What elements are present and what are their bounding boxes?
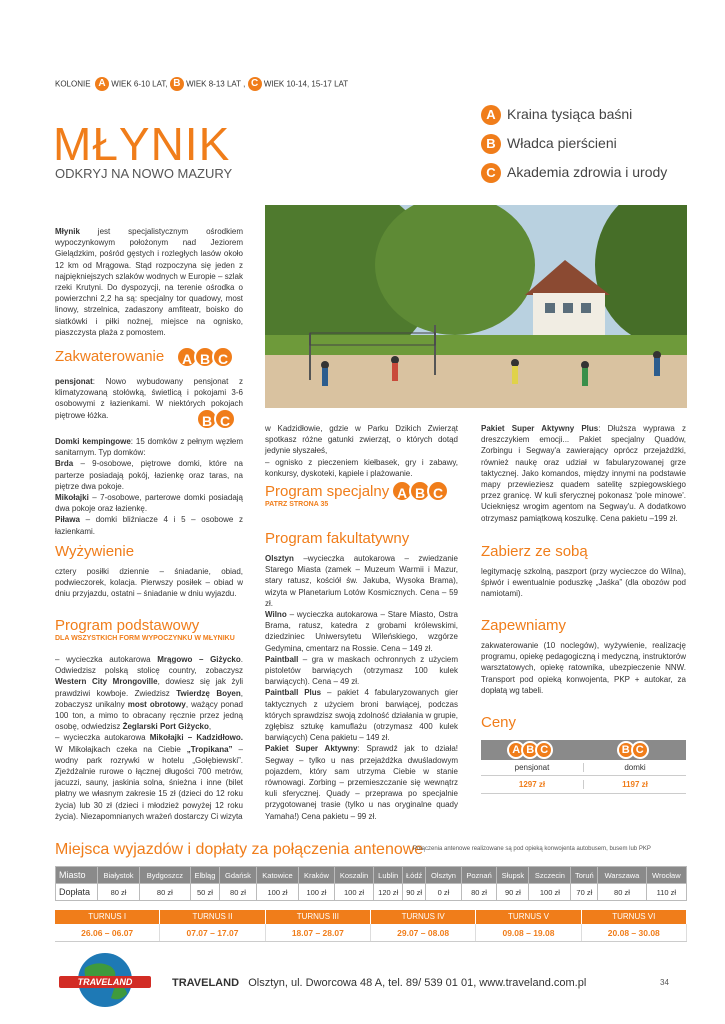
t: ,: [208, 722, 212, 732]
program-letter-badge: A: [481, 105, 501, 125]
row-label-miasto: Miasto: [56, 867, 98, 884]
t: Olsztyn: [265, 554, 294, 563]
price-cell: 70 zł: [571, 884, 598, 901]
badge-c: C: [214, 408, 236, 430]
departures-table: [55, 866, 687, 901]
turnus-dates: 20.08 – 30.08: [582, 924, 687, 941]
group-c-badge: C: [248, 77, 262, 91]
t: – pakiet 4 fabularyzowanych gier taktycznych z użyciem broni barwiącej, podczas których sprawdzisz swoją zdolność działania w grupie, zgłębisz sztukę kamuflażu (otrzymasz 400 kulek barwiących) Cena pakietu – 149 zł.: [265, 688, 458, 743]
zap-text: zakwaterowanie (10 noclegów), wyżywienie, realizację programu, opiekę pedagogiczną i medyczną, instruktorów warsztatowych, opiekę ratownika, ubezpieczenie NNW. Transport pod opieką konwojenta, PKP + autokar, za dopłatą wg tabeli.: [481, 641, 686, 695]
t: Pakiet Super Aktywny: [265, 744, 358, 754]
program-name: Kraina tysiąca baśni: [507, 106, 633, 122]
turnus-name: TURNUS IV: [371, 910, 476, 924]
badge-b: B: [409, 480, 431, 502]
departures-note: Połączenia antenowe realizowane są pod opieką konwojenta autobusem, busem lub PKP: [413, 846, 651, 852]
t: – gra w maskach ochronnych z użyciem pistoletów barwiących (otrzymasz 100 kulek barwiących). Cena – 49 zł.: [265, 654, 458, 687]
price-cell: 90 zł: [402, 884, 425, 901]
intro-body: jest specjalistycznym ośrodkiem wypoczynkowym położonym nad Jeziorem Gielądzkim, pośród gęstych i rozległych lasów około 12 km od Mrągowa. Stąd rozpoczyna się jeden z najpiękniejszych szlaków wodnych w Europie – szlak rzeki Krutyni. Do dyspozycji, na terenie ośrodka o powierzchni 2,2 ha są: specjalny tor quadowy, most linowy, strzelnica, zadaszony amfiteatr, boisko do siatkówki i piłki nożnej, miejsce na ognisko, piaszczysta plaża z pomostem.: [55, 227, 243, 337]
city-cell: Łódź: [402, 867, 425, 884]
section-heading-program-specjalny: Program specjalny: [265, 483, 390, 500]
section-heading-zakwaterowanie: Zakwaterowanie: [55, 348, 165, 365]
group-b-age: WIEK 8-13 LAT ,: [186, 79, 246, 89]
t: „Tropikana”: [186, 744, 233, 754]
t: Paintball: [265, 654, 299, 664]
fak-text: [265, 553, 458, 822]
price-type-domki: domki: [624, 763, 646, 772]
resort-photo: [265, 205, 687, 408]
page-number: 34: [660, 978, 669, 987]
section-heading-zapewniamy: Zapewniamy: [481, 617, 567, 634]
badge-c: C: [212, 346, 234, 368]
body: – domki bliźniacze 4 i 5 – osobowe z łazienkami.: [55, 515, 243, 536]
wyz-text: cztery posiłki dziennie – śniadanie, obiad, podwieczorek, kolacja. Pierwszy posiłek – obiad w dniu przyjazdu, ostatni – śniadanie w dniu wyjazdu.: [55, 567, 243, 599]
program-item: [481, 162, 667, 183]
price-cell: 110 zł: [646, 884, 686, 901]
section-heading-zabierz: Zabierz ze sobą: [481, 543, 588, 560]
t: : Dłuższa wyprawa z dreszczykiem emocji... Pakiet specjalny Quadów, Zorbingu i Segway'a zawierający oprócz przejażdżki, również naukę oraz udział w fabularyzowanej grze taktycznej. Jako komandos, między innymi na podstawie mapy przewieziesz quadem satelitę szpiegowskiego przez granicę. W kuli sferycznej pokonasz 'pole minowe'. Ucieknięsz wrogim agentom na Segway'u. A dodatkowo otrzymasz pamiątkową koszulkę. Cena pakietu –199 zł.: [481, 424, 686, 523]
price-header-abc: [481, 740, 584, 760]
program-letter-badge: C: [481, 163, 501, 183]
price-domki: 1197 zł: [622, 780, 648, 789]
turnus-name: TURNUS VI: [582, 910, 687, 924]
col3-text: [481, 423, 686, 524]
badge-a: A: [391, 480, 413, 502]
group-a-badge: A: [95, 77, 109, 91]
price-cell: 0 zł: [426, 884, 461, 901]
section-heading-program-podstawowy: Program podstawowy: [55, 617, 200, 634]
t: Paintball Plus: [265, 688, 322, 698]
t: Żeglarski Port Giżycko: [122, 722, 209, 732]
price-type-pensjonat: pensjonat: [481, 763, 584, 772]
price-cell: 80 zł: [220, 884, 256, 901]
zakw-abc-badges: [180, 346, 234, 369]
bold-term: Brda: [55, 459, 74, 469]
city-cell: Wrocław: [646, 867, 686, 884]
price-pensjonat: 1297 zł: [481, 780, 584, 789]
group-b-badge: B: [170, 77, 184, 91]
badge-b: B: [196, 408, 218, 430]
turnus-dates: 07.07 – 17.07: [160, 924, 265, 941]
logo-text: TRAVELAND: [77, 977, 133, 987]
price-cell: 100 zł: [529, 884, 571, 901]
t: Mrągowo – Giżycko: [157, 655, 241, 664]
t: , zobaczysz unikalny: [55, 688, 244, 709]
price-cell: 80 zł: [98, 884, 140, 901]
price-cell: 50 zł: [190, 884, 220, 901]
body: : Nowo wybudowany pensjonat z klimatyzowaną stołówką, świetlicą i pokojami 3-6 osobowymi z łazienkami. W niektórych pokojach piętrowe łóżka.: [55, 377, 243, 420]
section-heading-wyzywienie: Wyżywienie: [55, 543, 135, 560]
turnus-names-row: [55, 910, 687, 924]
kolonie-label: KOLONIE: [55, 79, 91, 89]
age-groups-line: [55, 77, 348, 91]
price-cell: 120 zł: [374, 884, 403, 901]
badge-b: B: [194, 346, 216, 368]
footer-contact: [172, 977, 586, 989]
price-table-header: [481, 740, 686, 760]
zakw-bc-badges: [200, 408, 236, 431]
departures-title: Miejsca wyjazdów i dopłaty za połączenia antenowe: [55, 841, 424, 858]
intro-text: [55, 226, 243, 338]
bold-term: pensjonat: [55, 377, 93, 386]
zakw-domki-text: [55, 436, 243, 537]
page-title: MŁYNIK: [53, 118, 231, 170]
price-cell: 100 zł: [299, 884, 334, 901]
t: , ważący ponad 100 ton, a mimo to obracany ręcznie przez jedną osobę, odwiedzisz: [55, 699, 243, 732]
city-cell: Warszawa: [598, 867, 646, 884]
t: – wodny park rozrywki w hotelu „Gołębiewski”. Zjeżdżalnie rurowe o łącznej długości 700 metrów, jacuzzi, sauny, jaskinia solna, śnieżna i inne (bilet płatny we własnym zakresie 15 zł (dzieci do 12 roku życia) lub 30 zł (dzieci i młodzież powyżej 12 roku życia). Niezapomnianych wrażeń dostarczy Ci wizyta: [55, 744, 243, 821]
city-cell: Lublin: [374, 867, 403, 884]
badge-c: C: [631, 741, 649, 759]
turnus-name: TURNUS V: [476, 910, 581, 924]
program-letter-badge: B: [481, 134, 501, 154]
price-cell: 80 zł: [461, 884, 497, 901]
body: – 9-osobowe, piętrowe domki, które na parterze posiadają pokój, łazienkę oraz taras, na piętrze dwa pokoje.: [55, 459, 243, 491]
city-cell: Poznań: [461, 867, 497, 884]
row-label-doplata: Dopłata: [56, 884, 98, 901]
program-list: [481, 104, 667, 191]
t: Western City Mrongoville: [55, 677, 158, 687]
city-cell: Gdańsk: [220, 867, 256, 884]
price-table-type-row: [481, 760, 686, 776]
city-cell: Bydgoszcz: [140, 867, 191, 884]
footer-address: Olsztyn, ul. Dworcowa 48 A, tel. 89/ 539 01 01, www.traveland.com.pl: [248, 977, 587, 989]
city-cell: Toruń: [571, 867, 598, 884]
t: Pakiet Super Aktywny Plus: [481, 424, 599, 433]
t: Twierdzę Boyen: [176, 688, 241, 698]
program-item: [481, 104, 667, 125]
t: – wycieczka autokarowa – Stare Miasto, Ostra Brama, ratusz, katedra z grobami królewskimi, dziedziniec Uniwersytetu Wileńskiego, wzgórze Gedymina, cmentarz na Rossie. Cena – 149 zł.: [265, 610, 458, 653]
group-a-age: WIEK 6-10 LAT,: [111, 79, 168, 89]
badge-b: B: [617, 741, 635, 759]
t: Wilno: [265, 610, 287, 620]
program-item: [481, 133, 667, 154]
city-cell: Koszalin: [334, 867, 374, 884]
t: . Odwiedzisz polską stolicę country, zobaczysz: [55, 655, 243, 676]
t: – ognisko z pieczeniem kiełbasek, gry i zabawy, konkursy, dyskoteki, kąpiele i plażowanie.: [265, 457, 458, 478]
badge-c: C: [535, 741, 553, 759]
group-c-age: WIEK 10-14, 15-17 LAT: [263, 79, 349, 89]
price-cell: 90 zł: [497, 884, 529, 901]
col2-text: [265, 423, 458, 479]
bold-term: Mikołajki: [55, 493, 89, 503]
price-cell: 100 zł: [256, 884, 299, 901]
price-table: [481, 740, 686, 794]
turnus-name: TURNUS III: [266, 910, 371, 924]
turnus-table: [55, 910, 687, 942]
city-cell: Olsztyn: [426, 867, 461, 884]
t: : Sprawdź jak to działa! Segway – tylko u nas przejażdżka dwuśladowym pojazdem, który sam utrzyma Ciebie w stanie równowagi. Zorbing – przemieszczanie się wewnątrz kuli sferycznej. Quady – przeprawa po specjalnie przygotowanej trasie (tylko u nas oryginalne quady Yamaha!) Cena pakietu – 99 zł.: [265, 744, 458, 821]
cities-row: [56, 867, 687, 884]
price-cell: 100 zł: [334, 884, 374, 901]
body: – 7-osobowe, parterowe domki posiadają dwa pokoje oraz łazienkę.: [55, 493, 243, 514]
page-subtitle: ODKRYJ NA NOWO MAZURY: [55, 166, 233, 181]
bold-term: Domki kempingowe: [55, 437, 131, 446]
program-name: Władca pierścieni: [507, 135, 617, 151]
turnus-dates: 26.06 – 06.07: [55, 924, 160, 941]
podst-text: [55, 654, 243, 822]
section-heading-program-fakultatywny: Program fakultatywny: [265, 530, 410, 547]
section-heading-ceny: Ceny: [481, 714, 517, 731]
traveland-logo: [55, 950, 155, 1010]
footer-brand: TRAVELAND: [172, 977, 240, 989]
t: most obrotowy: [127, 699, 186, 709]
podst-subheading: DLA WSZYSTKICH FORM WYPOCZYNKU W MŁYNIKU: [55, 635, 235, 642]
turnus-dates: 29.07 – 08.08: [371, 924, 476, 941]
zab-text: legitymację szkolną, paszport (przy wycieczce do Wilna), śpiwór i ewentualnie poduszkę „Jaśka” (dla obozów pod namiotami).: [481, 567, 686, 599]
city-cell: Kraków: [299, 867, 334, 884]
turnus-dates: 18.07 – 28.07: [266, 924, 371, 941]
t: W Mikołajkach czeka na Ciebie: [55, 744, 187, 754]
price-cell: 80 zł: [140, 884, 191, 901]
price-header-bc: [584, 740, 687, 760]
city-cell: Elbląg: [190, 867, 220, 884]
turnus-dates: 09.08 – 19.08: [476, 924, 581, 941]
t: – wycieczka autokarowa: [55, 733, 150, 743]
body: : 15 domków z pełnym węzłem sanitarnym. Typ domków:: [55, 437, 243, 458]
t: –wycieczka autokarowa – zwiedzanie Starego Miasta (zamek – Muzeum Warmii i Mazur, stary ratusz, kościół św. Jakuba, Wysoka Brama), wizyta w Planetarium Lotów Kosmicznych. Cena – 59 zł.: [265, 554, 458, 608]
city-cell: Słupsk: [497, 867, 529, 884]
t: w Kadzidłowie, gdzie w Parku Dzikich Zwierząt spotkasz różne gatunki zwierząt, o których dotąd jedynie słyszałeś,: [265, 424, 458, 456]
badge-a: A: [507, 741, 525, 759]
prices-row: [56, 884, 687, 901]
spec-abc-badges: [395, 480, 449, 503]
city-cell: Katowice: [256, 867, 299, 884]
program-name: Akademia zdrowia i urody: [507, 164, 668, 180]
price-cell: 80 zł: [598, 884, 646, 901]
city-cell: Szczecin: [529, 867, 571, 884]
t: Mikołajki – Kadzidłowo.: [149, 733, 243, 743]
intro-bold: Młynik: [55, 227, 80, 236]
city-cell: Białystok: [98, 867, 140, 884]
spec-subheading: PATRZ STRONA 35: [265, 501, 329, 508]
turnus-dates-row: [55, 924, 687, 942]
badge-a: A: [176, 346, 198, 368]
badge-b: B: [521, 741, 539, 759]
turnus-name: TURNUS II: [160, 910, 265, 924]
badge-c: C: [427, 480, 449, 502]
departures-grid: [55, 866, 687, 901]
bold-term: Piława: [55, 515, 80, 525]
t: , dowiesz się jak żyli prawdziwi kowboje. Zwiedzisz: [55, 677, 243, 698]
resort-photo-illustration: [265, 205, 687, 408]
turnus-name: TURNUS I: [55, 910, 160, 924]
t: – wycieczka autokarowa: [55, 655, 158, 664]
price-table-value-row: [481, 776, 686, 794]
